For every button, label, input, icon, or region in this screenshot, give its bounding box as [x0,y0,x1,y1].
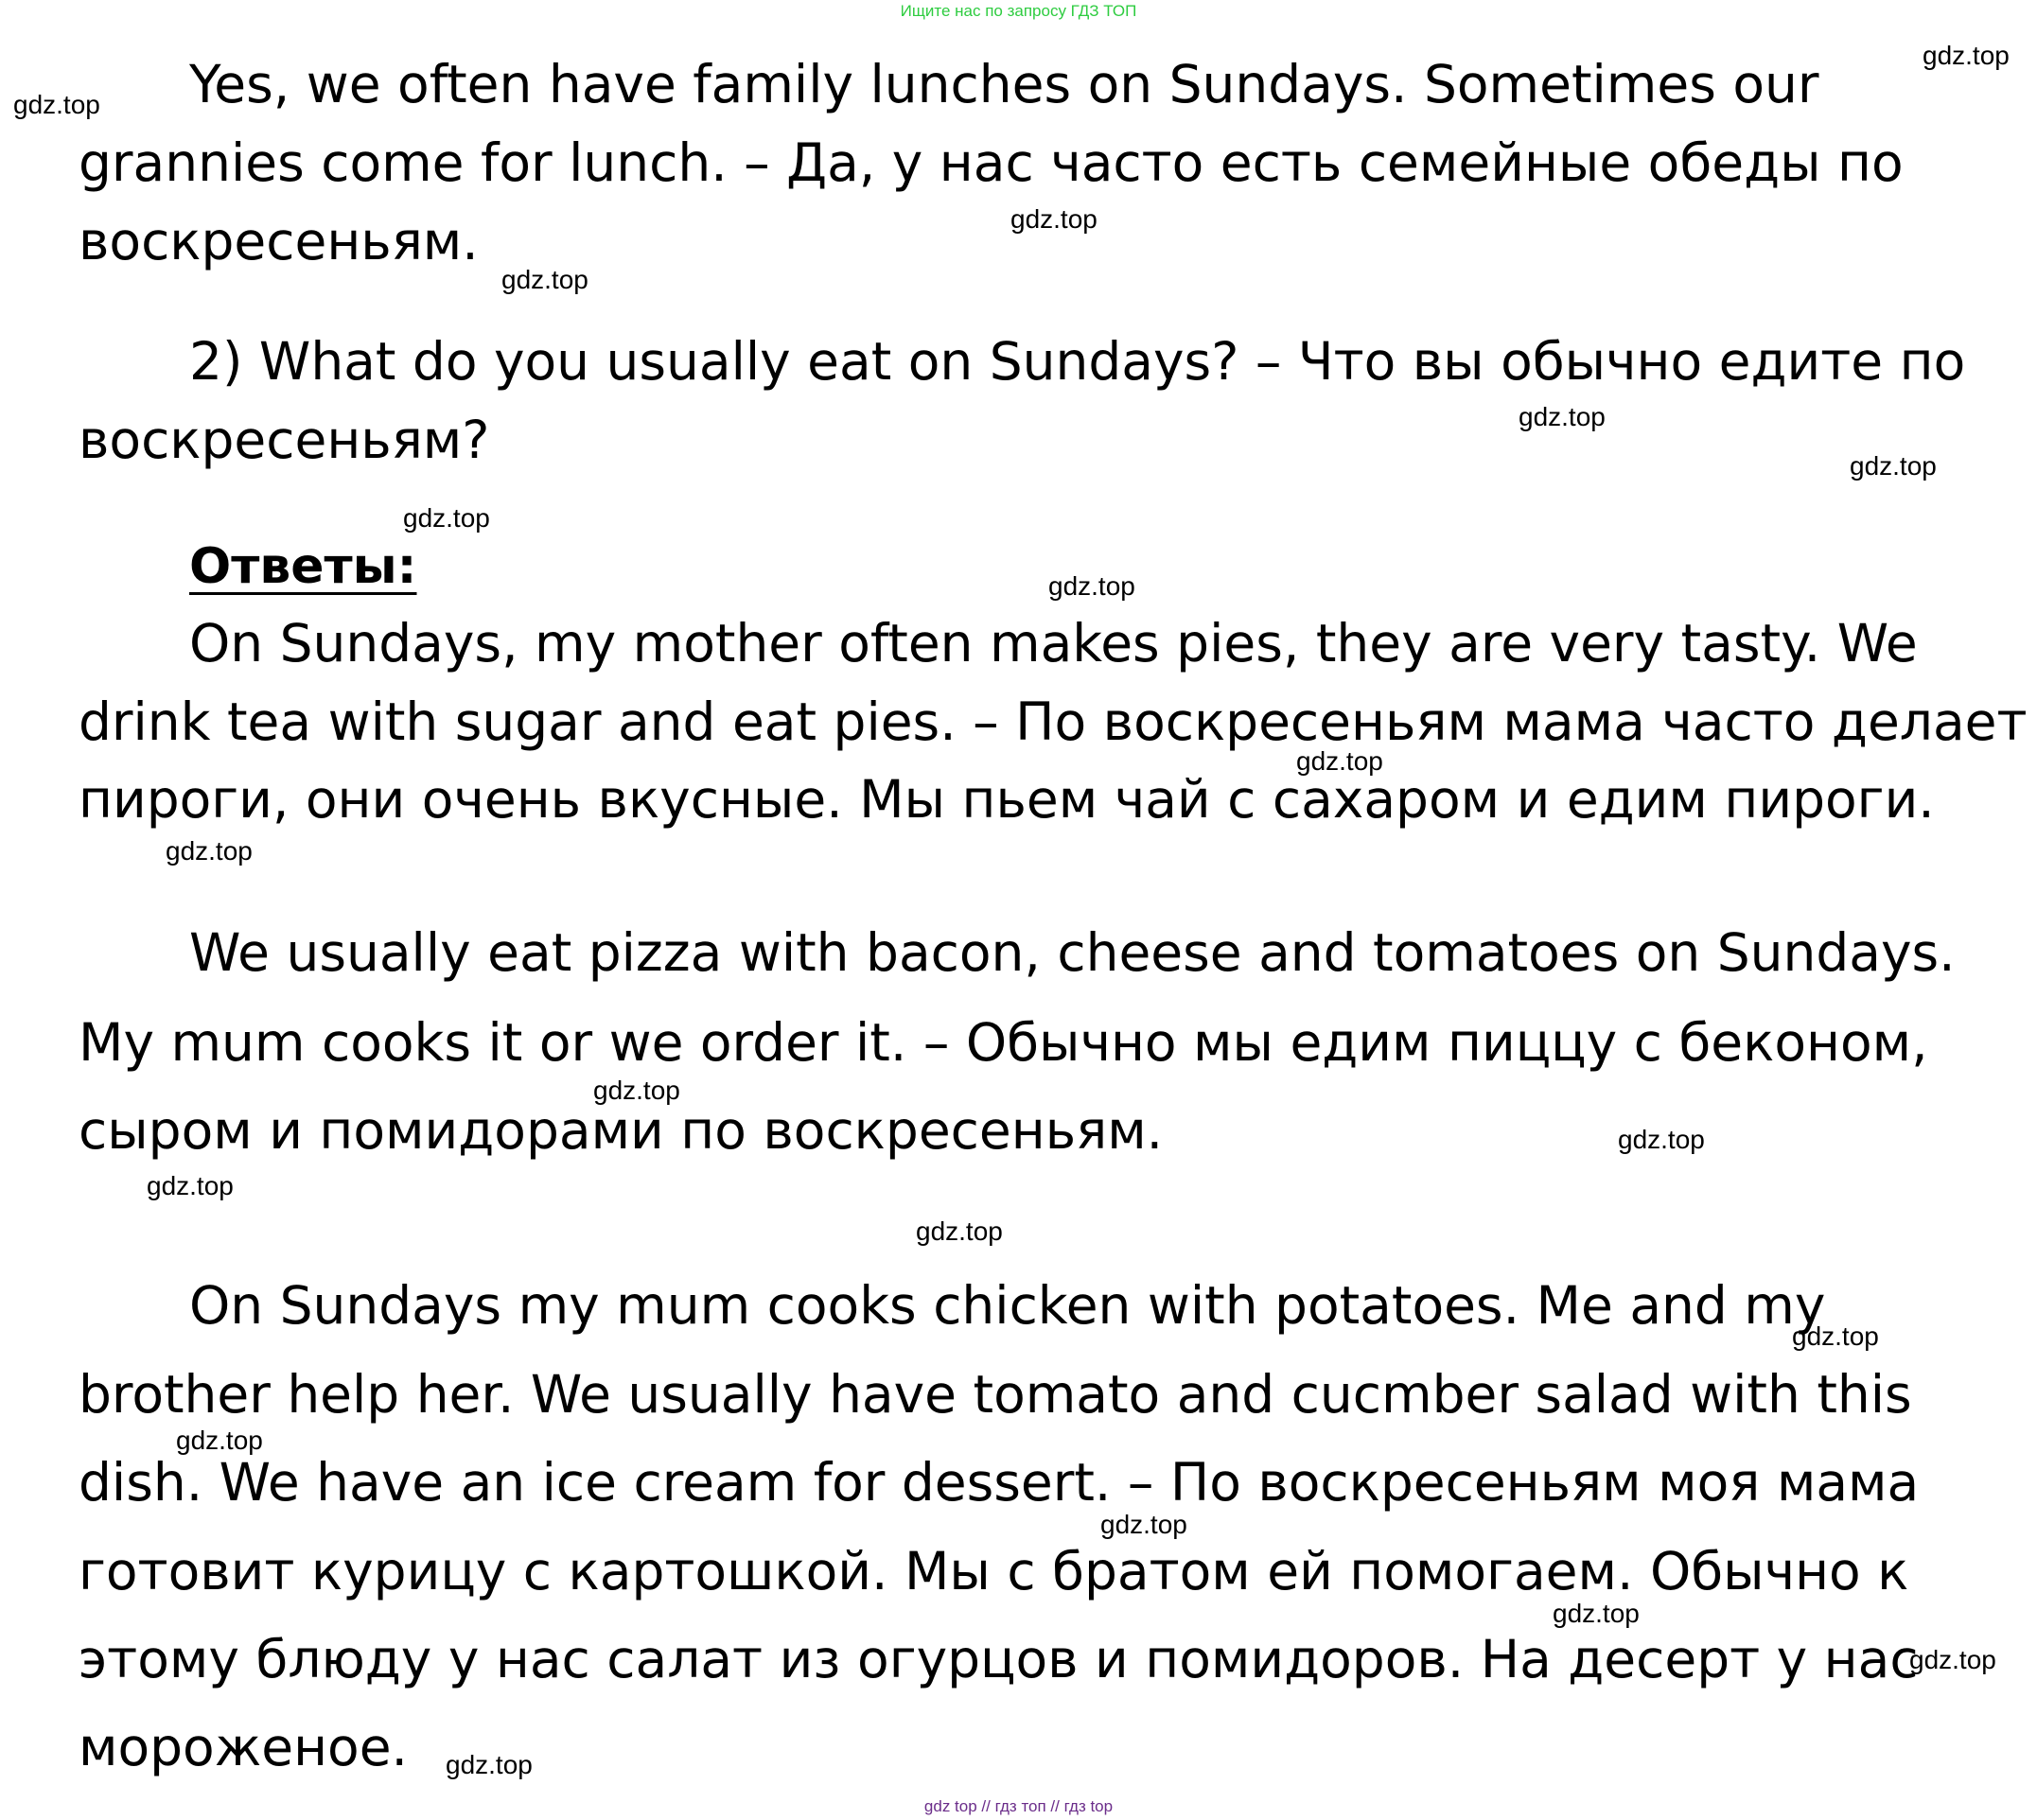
watermark: gdz.top [1850,451,1937,481]
answers-heading: Ответы: [189,538,417,595]
watermark: gdz.top [1792,1321,1879,1351]
text-line: brother help her. We usually have tomato and cucmber salad with this [79,1364,1912,1425]
watermark: gdz.top [147,1171,234,1200]
text-line: пироги, они очень вкусные. Мы пьем чай с сахаром и едим пироги. [79,769,1935,830]
text-line: grannies come for lunch. – Да, у нас часто есть семейные обеды по [79,132,1904,193]
text-line: dish. We have an ice cream for dessert. – По воскресеньям моя мама [79,1452,1920,1513]
watermark: gdz.top [1296,746,1383,776]
bottom-banner[interactable]: gdz top // гдз топ // гдз top [923,1797,1114,1815]
question-line: воскресеньям? [79,410,490,470]
text-line: мороженое. [79,1717,409,1777]
top-banner[interactable]: Ищите нас по запросу ГДЗ ТОП [900,2,1137,20]
watermark: gdz.top [446,1750,533,1779]
text-line: My mum cooks it or we order it. – Обычно мы едим пиццу с беконом, [79,1012,1928,1073]
watermark: gdz.top [1100,1510,1187,1539]
text-line: Yes, we often have family lunches on Sundays. Sometimes our [189,54,1819,114]
watermark: gdz.top [176,1426,263,1455]
text-line: We usually eat pizza with bacon, cheese and tomatoes on Sundays. [189,922,1956,983]
watermark: gdz.top [13,90,100,119]
watermark: gdz.top [1519,402,1606,431]
watermark: gdz.top [1909,1645,1996,1674]
watermark: gdz.top [1048,571,1135,601]
watermark: gdz.top [1010,204,1098,234]
text-line: этому блюду у нас салат из огурцов и помидоров. На десерт у нас [79,1629,1919,1689]
watermark: gdz.top [593,1076,680,1105]
watermark: gdz.top [1923,41,2010,70]
watermark: gdz.top [403,503,490,533]
watermark: gdz.top [1553,1599,1640,1628]
watermark: gdz.top [501,265,588,294]
text-line: воскресеньям. [79,211,479,271]
text-line: On Sundays, my mother often makes pies, they are very tasty. We [189,613,1918,674]
text-line: сыром и помидорами по воскресеньям. [79,1100,1164,1161]
watermark: gdz.top [166,836,253,866]
text-line: On Sundays my mum cooks chicken with potatoes. Me and my [189,1275,1826,1336]
question-line: 2) What do you usually eat on Sundays? – Что вы обычно едите по [189,331,1966,392]
watermark: gdz.top [916,1216,1003,1246]
text-line: drink tea with sugar and eat pies. – По воскресеньям мама часто делает [79,691,2028,752]
watermark: gdz.top [1618,1125,1705,1154]
text-line: готовит курицу с картошкой. Мы с братом ей помогаем. Обычно к [79,1541,1909,1601]
